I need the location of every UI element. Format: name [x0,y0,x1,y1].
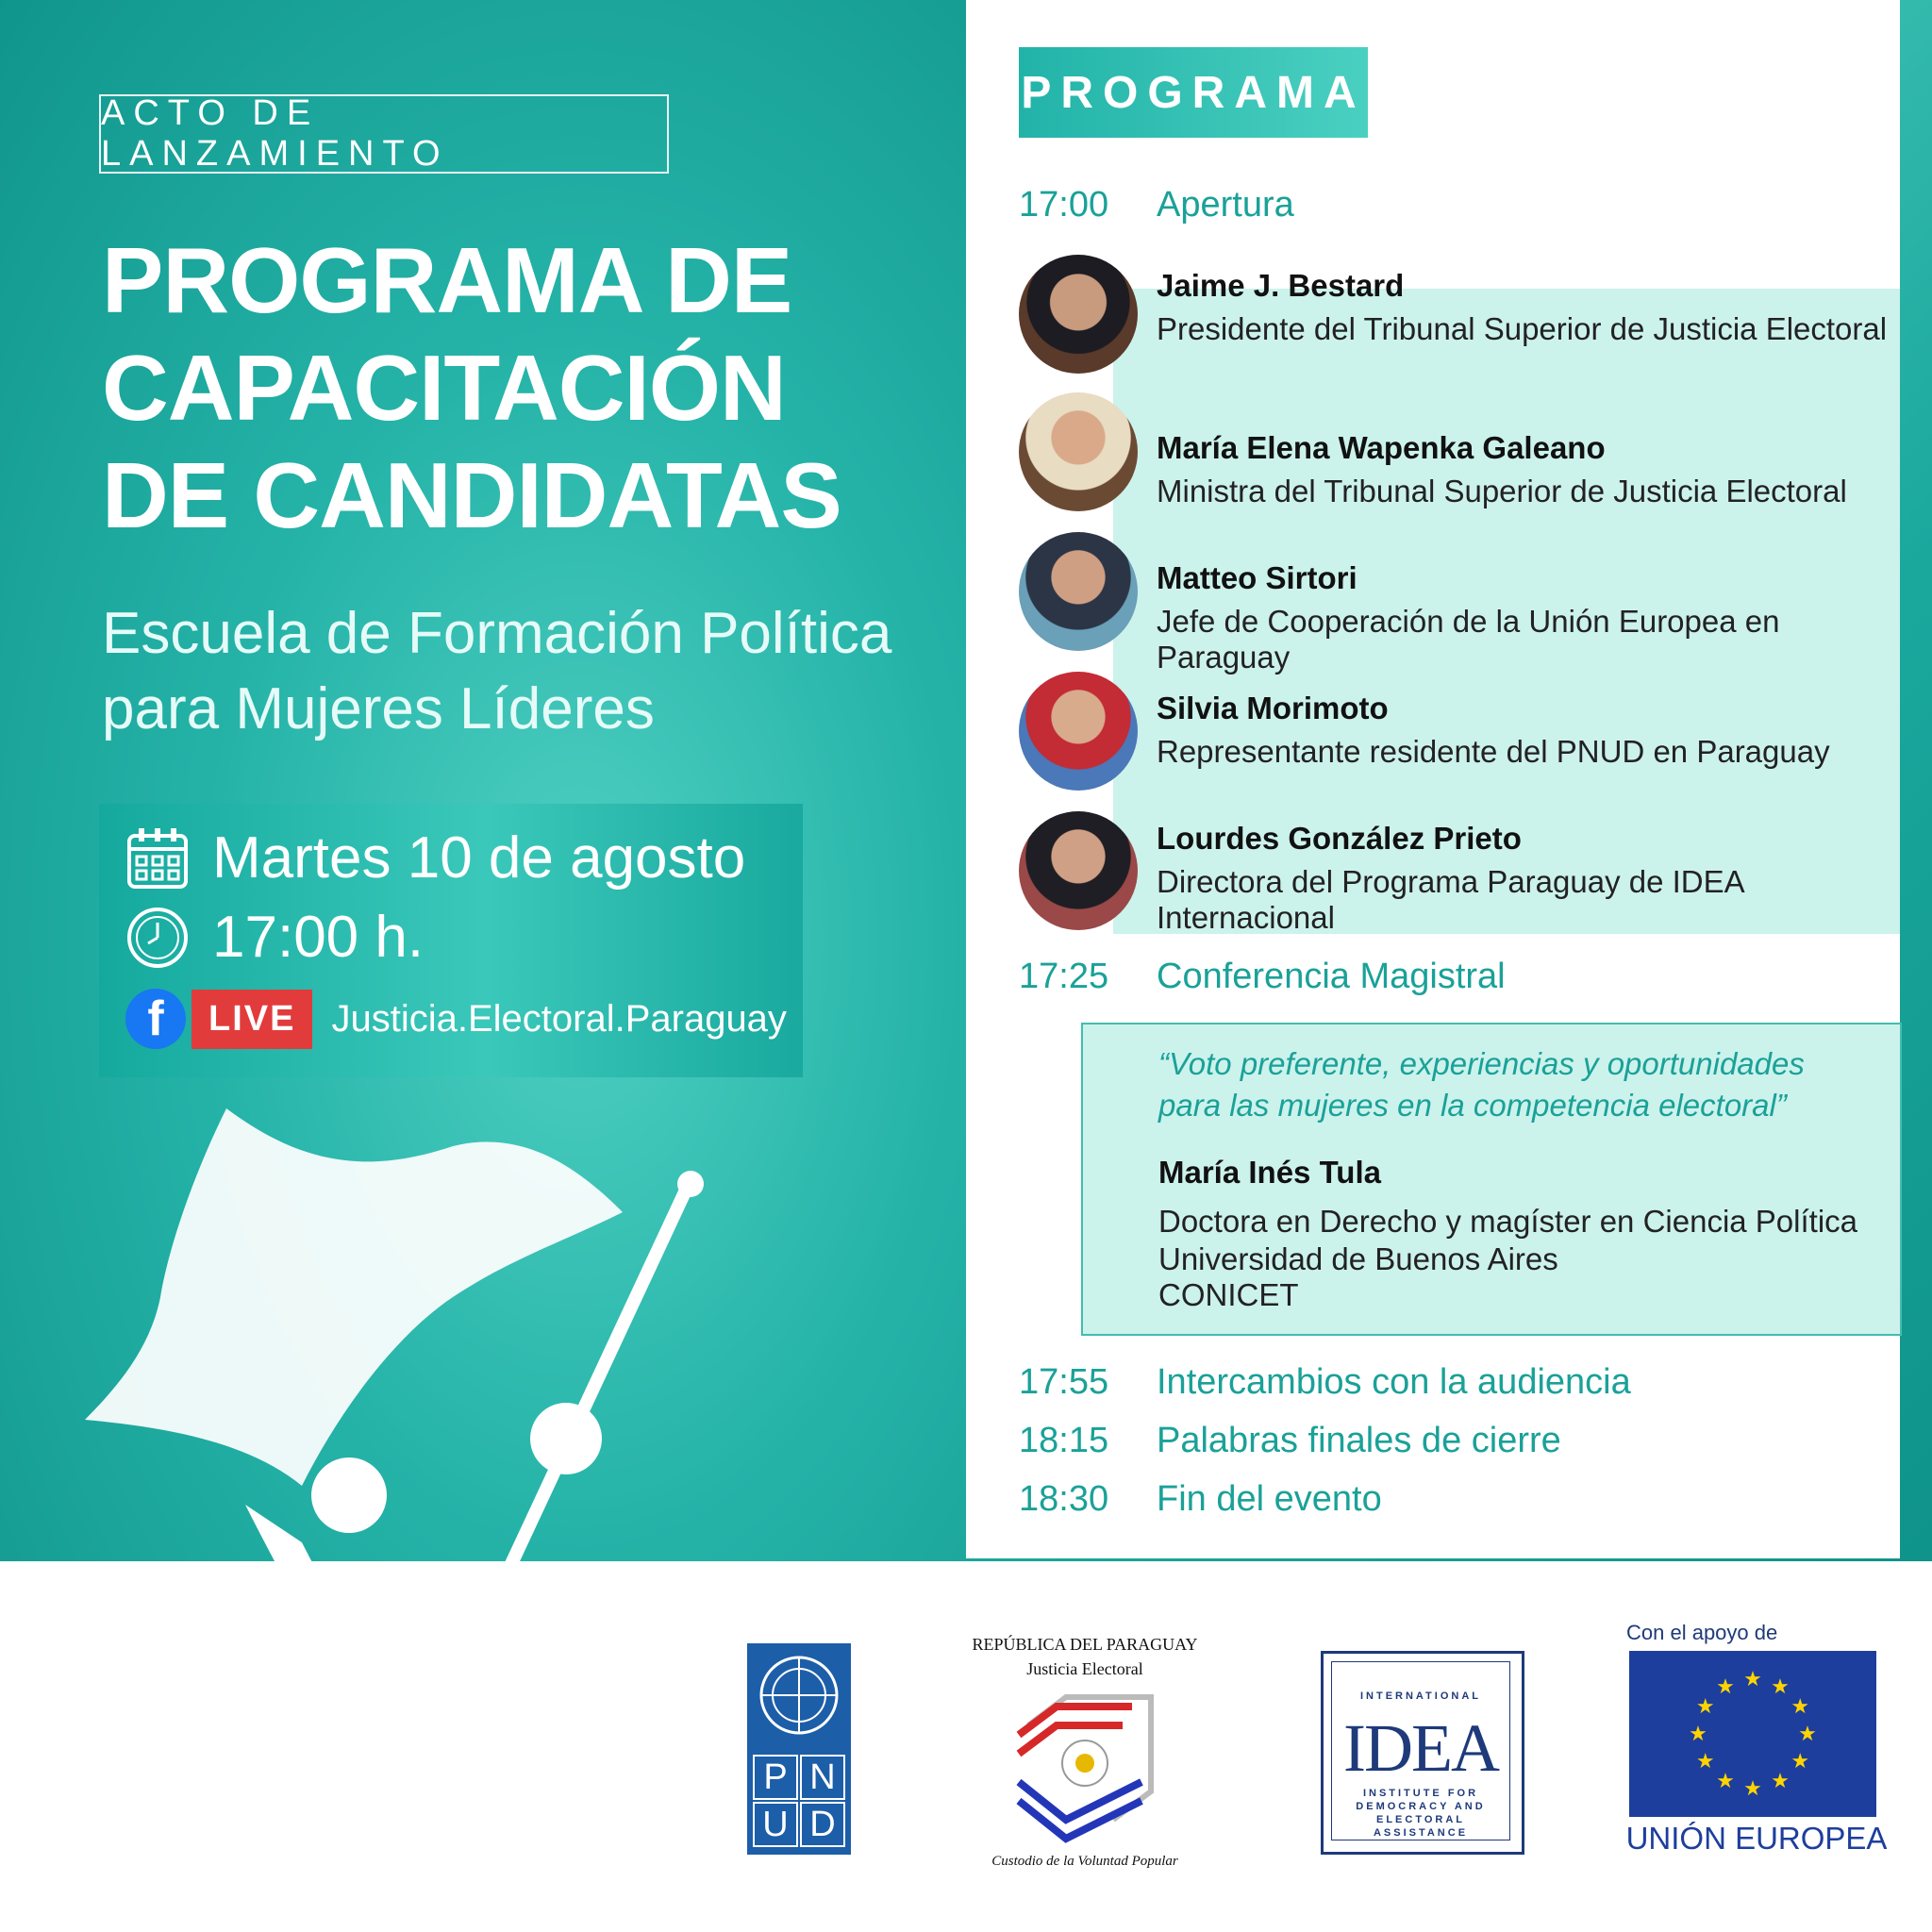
eu-star-icon: ★ [1716,1769,1735,1793]
idea-logo [1321,1651,1524,1855]
speaker-role: Directora del Programa Paraguay de IDEA Internacional [1157,864,1743,935]
speaker-name: Jaime J. Bestard [1157,268,1405,303]
keynote-speaker-name: María Inés Tula [1158,1155,1381,1190]
conference-box [1081,1023,1902,1336]
eu-star-icon: ★ [1743,1776,1762,1800]
eu-star-icon: ★ [1798,1722,1817,1745]
pnud-letter: U [753,1802,798,1847]
agenda-time: 18:15 [1019,1421,1109,1460]
avatar [1019,392,1138,511]
eu-star-icon: ★ [1771,1674,1790,1698]
opening-row [1019,185,1294,225]
event-title: PROGRAMA DE CAPACITACIÓN DE CANDIDATAS [102,228,841,547]
agenda-row [1019,1479,1382,1520]
un-emblem-icon [757,1653,841,1738]
idea-subtitle: INSTITUTE FOR DEMOCRACY AND ELECTORAL ASSISTANCE [1356,1788,1486,1839]
je-tagline: Custodio de la Voluntad Popular [991,1854,1178,1869]
clock-icon [125,906,190,970]
eu-star-icon: ★ [1743,1667,1762,1690]
pnud-letter: P [753,1755,798,1800]
event-subtitle: Escuela de Formación Política para Mujeres Líderes [102,601,892,741]
speaker-role: Presidente del Tribunal Superior de Justicia Electoral [1157,311,1888,346]
agenda-label: Fin del evento [1157,1479,1382,1519]
live-channel[interactable]: Justicia.Electoral.Paraguay [331,997,787,1040]
event-date: Martes 10 de agosto [212,825,746,891]
agenda-time: 18:30 [1019,1479,1109,1519]
live-row[interactable] [125,989,787,1049]
speaker-item [1019,672,1896,794]
speaker-item [1019,392,1896,515]
conference-time: 17:25 [1019,957,1109,996]
speaker-name: Matteo Sirtori [1157,560,1357,595]
keynote-speaker-line: Universidad de Buenos Aires [1158,1241,1558,1276]
eu-star-icon: ★ [1695,1749,1715,1773]
speaker-item [1019,255,1896,377]
avatar [1019,811,1138,930]
time-row [125,904,424,971]
eu-flag-icon [1629,1651,1876,1817]
eu-star-icon: ★ [1790,1694,1810,1718]
idea-top: INTERNATIONAL [1359,1690,1481,1702]
je-name: Justicia Electoral [1026,1659,1143,1678]
eu-star-icon: ★ [1790,1749,1810,1773]
agenda-time: 17:55 [1019,1362,1109,1402]
event-kicker: ACTO DE LANZAMIENTO [99,94,669,174]
je-emblem-icon [1009,1688,1160,1848]
facebook-icon: f [125,989,186,1049]
idea-name: IDEA [1343,1710,1498,1786]
avatar [1019,255,1138,374]
pnud-logo [747,1643,851,1855]
waving-flag-icon [57,1108,717,1844]
keynote-speaker-line: CONICET [1158,1277,1299,1312]
opening-label: Apertura [1157,185,1294,225]
pnud-letter: D [800,1802,845,1847]
quote-line: “Voto preferente, experiencias y oportunidades [1158,1046,1805,1081]
eu-star-icon: ★ [1771,1769,1790,1793]
conference-row [1019,957,1506,997]
eu-star-icon: ★ [1716,1674,1735,1698]
live-badge: LIVE [192,990,312,1049]
eu-star-icon: ★ [1689,1722,1707,1745]
speaker-name: María Elena Wapenka Galeano [1157,430,1606,465]
agenda-label: Intercambios con la audiencia [1157,1362,1631,1402]
agenda-label: Palabras finales de cierre [1157,1421,1561,1460]
avatar [1019,672,1138,791]
speaker-name: Silvia Morimoto [1157,691,1389,725]
justicia-electoral-logo [972,1635,1198,1878]
agenda-row [1019,1362,1631,1403]
opening-time: 17:00 [1019,185,1109,225]
conference-label: Conferencia Magistral [1157,957,1506,996]
program-header: PROGRAMA [1019,47,1368,138]
conference-quote [1158,1043,1875,1126]
eu-name: UNIÓN EUROPEA [1625,1821,1888,1856]
eu-star-icon: ★ [1695,1694,1715,1718]
speaker-role: Jefe de Cooperación de la Unión Europea en Paraguay [1157,604,1780,675]
avatar [1021,1147,1140,1266]
quote-line: para las mujeres en la competencia electoral” [1158,1088,1787,1123]
speaker-item [1019,811,1896,934]
agenda-row [1019,1421,1561,1461]
event-info-box [99,804,803,1077]
je-country: REPÚBLICA DEL PARAGUAY [972,1635,1198,1654]
avatar [1019,532,1138,651]
speaker-role: Representante residente del PNUD en Paraguay [1157,734,1830,769]
date-row [125,824,745,891]
eu-support-label: Con el apoyo de [1626,1621,1778,1644]
keynote-speaker-line: Doctora en Derecho y magíster en Ciencia Política [1158,1204,1858,1239]
speaker-role: Ministra del Tribunal Superior de Justicia Electoral [1157,474,1847,508]
speaker-item [1019,532,1896,675]
calendar-icon [125,826,190,891]
speaker-name: Lourdes González Prieto [1157,821,1522,856]
event-time: 17:00 h. [212,905,425,970]
pnud-letter: N [800,1755,845,1800]
